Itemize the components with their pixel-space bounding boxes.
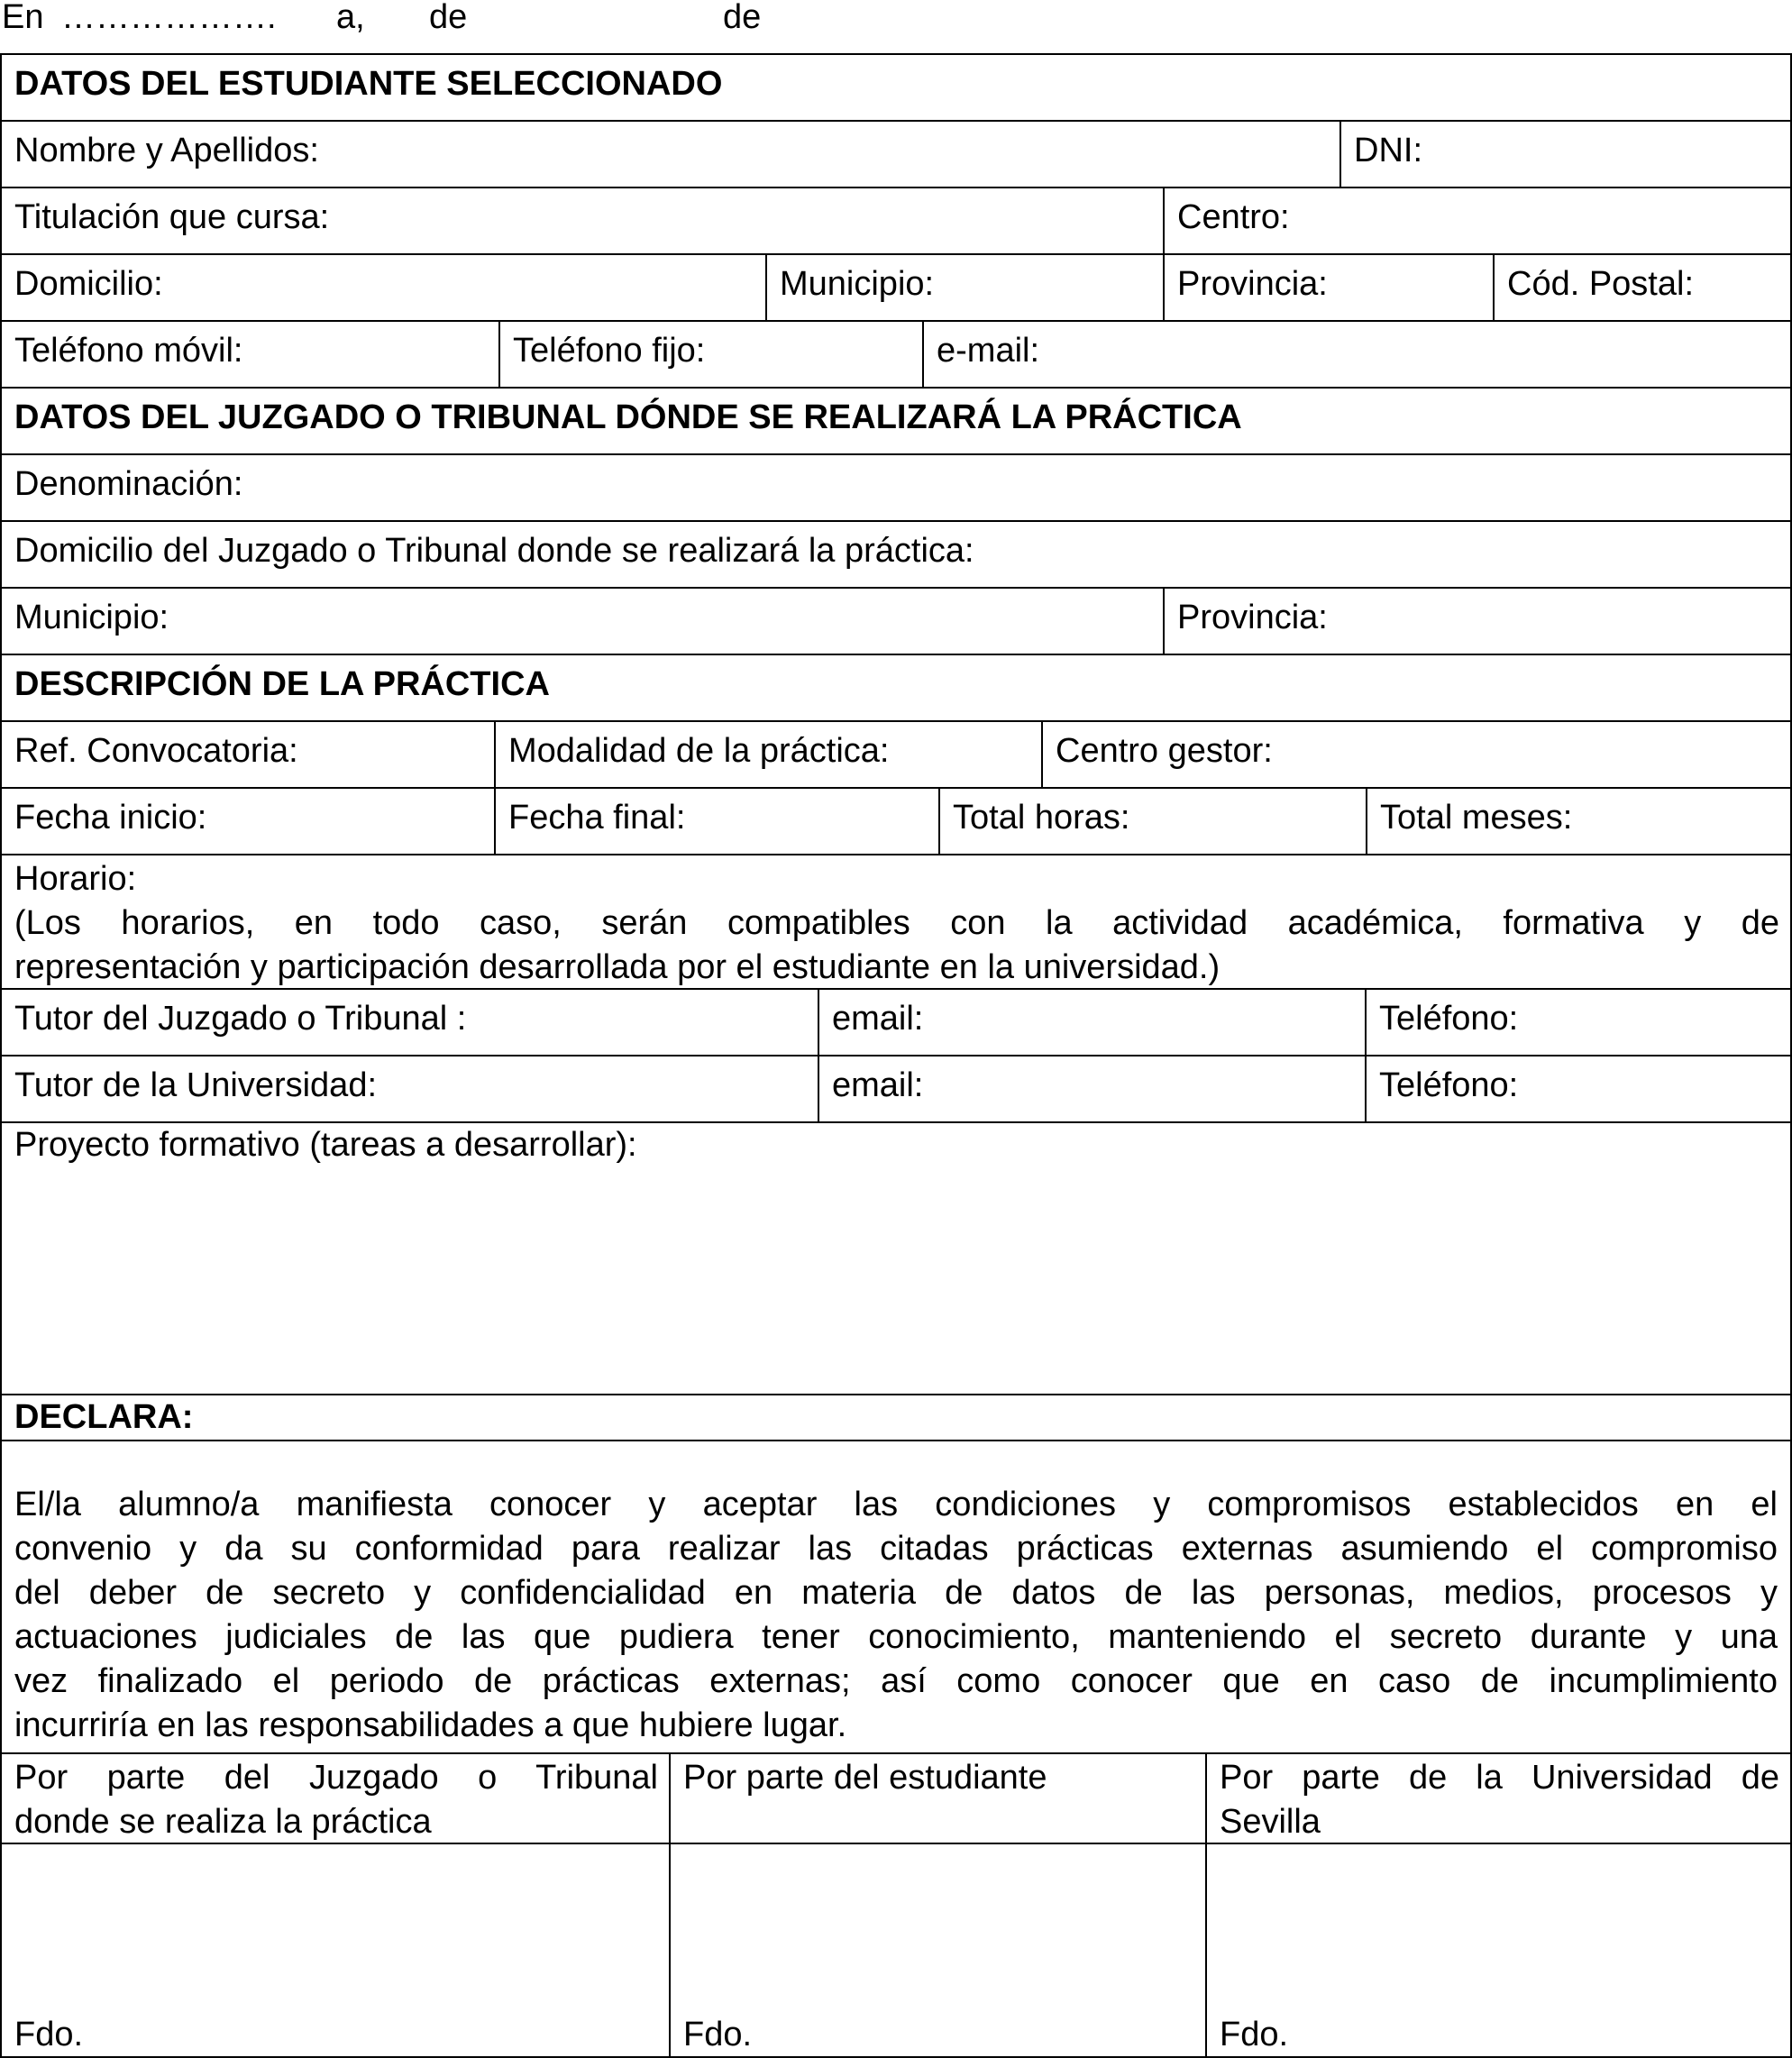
university-tutor-email-field[interactable]: email:	[819, 1056, 1367, 1121]
court-row-2	[2, 522, 1790, 589]
court-row-1	[2, 455, 1790, 522]
student-section-title: DATOS DEL ESTUDIANTE SELECCIONADO	[14, 65, 723, 103]
schedule-note-line-2: representación y participación desarrollada por el estudiante en la universidad.)	[14, 948, 1221, 986]
court-municipality-field[interactable]: Municipio:	[2, 589, 1165, 654]
student-province-field[interactable]: Provincia:	[1165, 255, 1495, 320]
court-signature-box[interactable]	[2, 1844, 671, 2056]
university-signature-box[interactable]	[1207, 1844, 1790, 2056]
student-row-1	[2, 122, 1790, 188]
court-signature-fdo: Fdo.	[14, 2016, 84, 2053]
date-line	[0, 0, 1792, 45]
practice-section-title: DESCRIPCIÓN DE LA PRÁCTICA	[14, 665, 550, 703]
declaration-text	[2, 1441, 1790, 1752]
student-address-field[interactable]: Domicilio:	[2, 255, 767, 320]
training-project-row	[2, 1123, 1790, 1395]
schedule-note-line-1: (Los horarios, en todo caso, serán compatibles con la actividad académica, formativa y de	[14, 904, 1779, 942]
start-date-field[interactable]: Fecha inicio:	[2, 789, 496, 854]
student-row-3	[2, 255, 1790, 322]
student-name-field[interactable]: Nombre y Apellidos:	[2, 122, 1341, 187]
schedule-label: Horario:	[14, 860, 137, 898]
declaration-title: DECLARA:	[14, 1398, 194, 1436]
signature-header-row	[2, 1754, 1790, 1844]
court-tutor-field[interactable]: Tutor del Juzgado o Tribunal :	[2, 990, 819, 1055]
court-tutor-phone-field[interactable]: Teléfono:	[1379, 1000, 1519, 1038]
court-address-field[interactable]: Domicilio del Juzgado o Tribunal donde se realizará la práctica:	[14, 532, 974, 570]
date-en: En	[2, 0, 44, 36]
practice-row-2	[2, 789, 1790, 855]
student-dni-field[interactable]: DNI:	[1354, 132, 1422, 169]
court-tutor-row	[2, 990, 1790, 1056]
university-tutor-phone-field[interactable]: Teléfono:	[1379, 1066, 1519, 1104]
student-landline-field[interactable]: Teléfono fijo:	[500, 322, 924, 387]
university-tutor-field[interactable]: Tutor de la Universidad:	[2, 1056, 819, 1121]
student-signature-header: Por parte del estudiante	[671, 1754, 1207, 1843]
court-row-3	[2, 589, 1790, 655]
signature-row	[2, 1844, 1790, 2056]
declaration-line-1: El/la alumno/a manifiesta conocer y aceptar las condiciones y compromisos establecidos en el	[14, 1486, 1778, 1523]
managing-centre-field[interactable]: Centro gestor:	[1056, 732, 1273, 770]
student-row-2	[2, 188, 1790, 255]
declaration-line-3: del deber de secreto y confidencialidad en materia de datos de las personas, medios, procesos y	[14, 1574, 1778, 1612]
student-centre-field[interactable]: Centro:	[1177, 198, 1290, 236]
university-signature-header	[1207, 1754, 1790, 1843]
declaration-body-row	[2, 1441, 1790, 1754]
student-mobile-field[interactable]: Teléfono móvil:	[2, 322, 500, 387]
student-row-4	[2, 322, 1790, 389]
university-signature-header-line-2: Sevilla	[1220, 1803, 1321, 1841]
practice-row-1	[2, 722, 1790, 789]
total-hours-field[interactable]: Total horas:	[940, 789, 1367, 854]
court-province-field[interactable]: Provincia:	[1177, 599, 1328, 636]
court-signature-header-line-1: Por parte del Juzgado o Tribunal	[14, 1759, 658, 1797]
practice-modality-field[interactable]: Modalidad de la práctica:	[496, 722, 1043, 787]
court-signature-header	[2, 1754, 671, 1843]
training-project-field[interactable]: Proyecto formativo (tareas a desarrollar):	[14, 1126, 637, 1164]
court-signature-header-line-2: donde se realiza la práctica	[14, 1803, 432, 1841]
declaration-line-2: convenio y da su conformidad para realizar las citadas prácticas externas asumiendo el compromiso	[14, 1530, 1778, 1568]
court-tutor-email-field[interactable]: email:	[819, 990, 1367, 1055]
end-date-field[interactable]: Fecha final:	[496, 789, 940, 854]
declaration-line-5: vez finalizado el periodo de prácticas externas; así como conocer que en caso de incumplimiento	[14, 1662, 1778, 1700]
schedule-field[interactable]	[2, 855, 1790, 988]
declaration-header	[2, 1395, 1790, 1441]
date-de-2: de	[723, 0, 762, 36]
schedule-row	[2, 855, 1790, 990]
court-section-title: DATOS DEL JUZGADO O TRIBUNAL DÓNDE SE REALIZARÁ LA PRÁCTICA	[14, 398, 1242, 436]
declaration-line-4: actuaciones judiciales de las que pudiera tener conocimiento, manteniendo el secreto durante y una	[14, 1618, 1778, 1656]
total-months-field[interactable]: Total meses:	[1380, 799, 1573, 837]
date-a: a,	[336, 0, 365, 36]
practice-form	[0, 53, 1792, 2058]
student-section-header	[2, 55, 1790, 122]
date-de-1: de	[429, 0, 468, 36]
student-signature-fdo: Fdo.	[683, 2016, 753, 2053]
court-name-field[interactable]: Denominación:	[14, 465, 243, 503]
date-place-dots: ……………….	[61, 0, 277, 36]
student-signature-box[interactable]	[671, 1844, 1207, 2056]
court-section-header	[2, 389, 1790, 455]
university-signature-fdo: Fdo.	[1220, 2016, 1289, 2053]
student-email-field[interactable]: e-mail:	[937, 332, 1040, 370]
student-postal-code-field[interactable]: Cód. Postal:	[1507, 265, 1694, 303]
university-tutor-row	[2, 1056, 1790, 1123]
practice-section-header	[2, 655, 1790, 722]
declaration-line-6: incurriría en las responsabilidades a que hubiere lugar.	[14, 1706, 847, 1744]
university-signature-header-line-1: Por parte de la Universidad de	[1220, 1759, 1779, 1797]
student-municipality-field[interactable]: Municipio:	[767, 255, 1165, 320]
student-degree-field[interactable]: Titulación que cursa:	[2, 188, 1165, 253]
call-reference-field[interactable]: Ref. Convocatoria:	[2, 722, 496, 787]
